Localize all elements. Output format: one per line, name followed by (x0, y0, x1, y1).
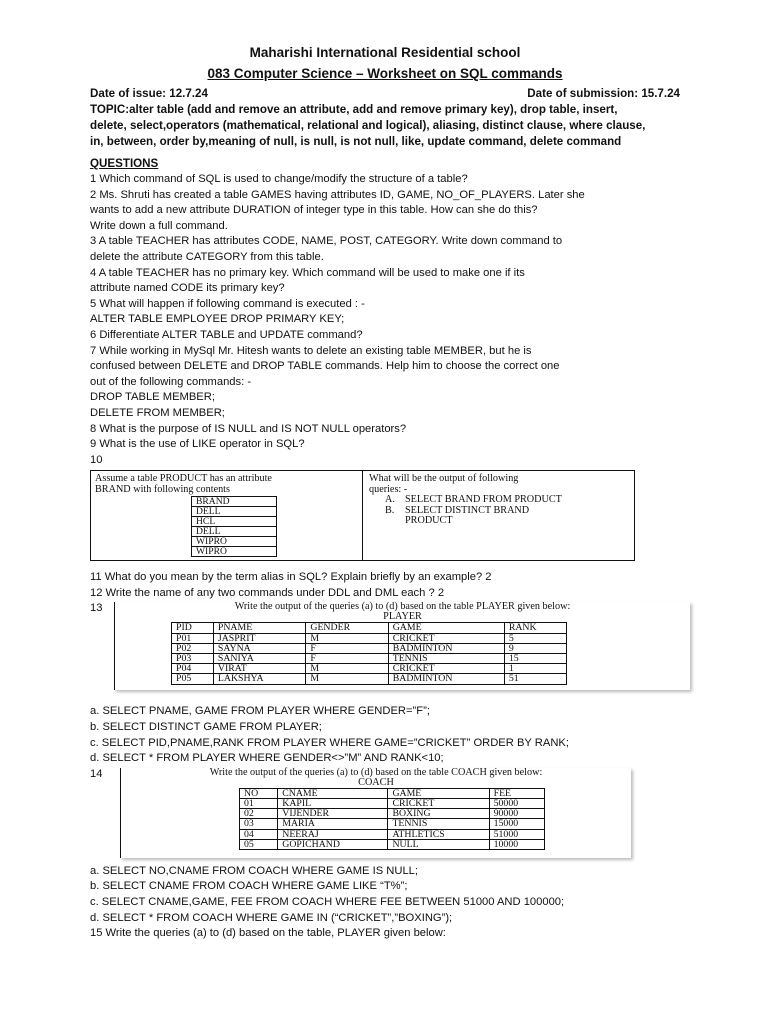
table-cell: SAYNA (213, 643, 305, 653)
table-cell: P02 (172, 643, 214, 653)
table-cell: 1 (504, 664, 566, 674)
table-row (192, 547, 277, 557)
table-row (240, 799, 545, 809)
table-cell: VIRAT (213, 664, 305, 674)
table-row (192, 497, 277, 507)
q10-left-text: Assume a table PRODUCT has an attribute (95, 473, 272, 485)
table-cell: DELL (192, 527, 277, 537)
option-text: PRODUCT (405, 515, 453, 527)
table-header: PNAME (213, 623, 305, 633)
table-cell: 15000 (489, 819, 544, 829)
question-line: DROP TABLE MEMBER; (90, 391, 215, 404)
query-line: b. SELECT CNAME FROM COACH WHERE GAME LIKE “T%”; (90, 880, 408, 893)
table-row (172, 633, 567, 643)
table-cell: MARIA (278, 819, 388, 829)
table-cell: GOPICHAND (278, 839, 388, 849)
table-cell: 51000 (489, 829, 544, 839)
q14-table-title: COACH (358, 776, 394, 788)
q10-right-text: What will be the output of following (369, 473, 519, 485)
topic-line: TOPIC:alter table (add and remove an attribute, add and remove primary key), drop table, insert, (90, 103, 618, 116)
table-cell: CRICKET (388, 633, 504, 643)
option-key-blank (385, 516, 405, 527)
table-cell: BADMINTON (388, 674, 504, 684)
topic-line: in, between, order by,meaning of null, is null, is not null, like, update command, delete command (90, 135, 622, 148)
question-line: 10 (90, 453, 103, 466)
table-cell: 03 (240, 819, 278, 829)
table-cell: M (306, 674, 388, 684)
school-name: Maharishi International Residential school (249, 45, 521, 60)
table-cell: 90000 (489, 809, 544, 819)
table-cell: P01 (172, 633, 214, 643)
question-12: 12 Write the name of any two commands under DDL and DML each ? 2 (90, 586, 445, 599)
table-row (240, 829, 545, 839)
table-cell: 50000 (489, 799, 544, 809)
table-row (192, 527, 277, 537)
question-number: 13 (90, 602, 103, 615)
question-line: 9 What is the use of LIKE operator in SQL? (90, 438, 305, 451)
q14-table-image (120, 768, 631, 858)
option-text: SELECT BRAND FROM PRODUCT (405, 494, 562, 506)
query-line: a. SELECT PNAME, GAME FROM PLAYER WHERE GENDER=”F”; (90, 705, 430, 718)
table-cell: WIPRO (192, 537, 277, 547)
question-line: out of the following commands: - (90, 375, 252, 388)
table-row (240, 809, 545, 819)
question-15: 15 Write the queries (a) to (d) based on the table, PLAYER given below: (90, 927, 446, 940)
table-cell: M (306, 633, 388, 643)
worksheet-page (90, 42, 680, 942)
question-line: DELETE FROM MEMBER; (90, 406, 225, 419)
q13-table-image (114, 602, 690, 690)
table-header: FEE (489, 788, 544, 798)
option-text: SELECT DISTINCT BRAND (405, 504, 530, 516)
question-number: 14 (90, 767, 103, 780)
dates-row (90, 85, 680, 102)
table-row (240, 839, 545, 849)
question-line: 3 A table TEACHER has attributes CODE, NAME, POST, CATEGORY. Write down command to (90, 235, 563, 248)
table-cell: LAKSHYA (213, 674, 305, 684)
query-line: c. SELECT CNAME,GAME, FEE FROM COACH WHERE FEE BETWEEN 51000 AND 100000; (90, 896, 565, 909)
table-header-row (172, 623, 567, 633)
table-cell: 10000 (489, 839, 544, 849)
date-of-submission: Date of submission: 15.7.24 (527, 87, 680, 100)
question-line: Write down a full command. (90, 219, 228, 232)
q13-block (90, 602, 680, 692)
table-cell: VIJENDER (278, 809, 388, 819)
query-line: d. SELECT * FROM PLAYER WHERE GENDER<>”M” AND RANK<10; (90, 752, 444, 765)
option-key: A. (385, 494, 395, 506)
q14-queries (90, 864, 680, 926)
brand-table (191, 496, 277, 557)
table-row (240, 819, 545, 829)
query-line: c. SELECT PID,PNAME,RANK FROM PLAYER WHERE GAME=”CRICKET” ORDER BY RANK; (90, 736, 569, 749)
q10-left-panel (91, 471, 363, 560)
table-cell: F (306, 643, 388, 653)
question-line: 8 What is the purpose of IS NULL and IS NOT NULL operators? (90, 422, 407, 435)
question-line: 1 Which command of SQL is used to change/modify the structure of a table? (90, 173, 468, 185)
table-cell: KAPIL (278, 799, 388, 809)
q13-queries (90, 704, 680, 766)
question-line: ALTER TABLE EMPLOYEE DROP PRIMARY KEY; (90, 313, 345, 326)
table-row (192, 507, 277, 517)
table-cell: NEERAJ (278, 829, 388, 839)
table-cell: ATHLETICS (388, 829, 489, 839)
date-of-issue: Date of issue: 12.7.24 (90, 87, 208, 100)
question-line: wants to add a new attribute DURATION of integer type in this table. How can she do this? (90, 204, 538, 217)
table-cell: 15 (504, 654, 566, 664)
q10-box (90, 470, 635, 561)
topic-block (90, 102, 680, 150)
table-cell: 5 (504, 633, 566, 643)
table-cell: TENNIS (388, 654, 504, 664)
table-row (172, 674, 567, 684)
question-line: delete the attribute CATEGORY from this table. (90, 250, 324, 263)
table-cell: TENNIS (388, 819, 489, 829)
table-header: GAME (388, 788, 489, 798)
table-cell: BRAND (192, 497, 277, 507)
table-cell: SANIYA (213, 654, 305, 664)
table-header: GAME (388, 623, 504, 633)
table-cell: NULL (388, 839, 489, 849)
question-line: 7 While working in MySql Mr. Hitesh wants to delete an existing table MEMBER, but he is (90, 344, 532, 357)
table-cell: 01 (240, 799, 278, 809)
question-line: confused between DELETE and DROP TABLE commands. Help him to choose the correct one (90, 360, 560, 373)
question-line: 5 What will happen if following command is executed : - (90, 297, 365, 310)
q10-left-text: BRAND with following contents (95, 483, 230, 495)
table-cell: P05 (172, 674, 214, 684)
query-line: a. SELECT NO,CNAME FROM COACH WHERE GAME IS NULL; (90, 864, 419, 877)
table-cell: JASPRIT (213, 633, 305, 643)
q10-right-text: queries: - (369, 483, 408, 495)
player-table (171, 622, 567, 684)
table-cell: P04 (172, 664, 214, 674)
table-header: CNAME (278, 788, 388, 798)
table-header: GENDER (306, 623, 388, 633)
table-cell: CRICKET (388, 664, 504, 674)
question-line: 4 A table TEACHER has no primary key. Which command will be used to make one if its (90, 266, 525, 279)
query-line: b. SELECT DISTINCT GAME FROM PLAYER; (90, 721, 322, 734)
table-cell: P03 (172, 654, 214, 664)
table-cell: HCL (192, 517, 277, 527)
table-cell: BOXING (388, 809, 489, 819)
question-11: 11 What do you mean by the term alias in SQL? Explain briefly by an example? 2 (90, 571, 492, 584)
table-row (192, 517, 277, 527)
table-cell: 05 (240, 839, 278, 849)
q14-caption: Write the output of the queries (a) to (d) based on the table COACH given below: (209, 766, 543, 778)
table-cell: WIPRO (192, 547, 277, 557)
option-key: B. (385, 504, 395, 516)
question-line: 6 Differentiate ALTER TABLE and UPDATE command? (90, 328, 363, 341)
table-cell: 51 (504, 674, 566, 684)
questions-heading: QUESTIONS (90, 157, 159, 170)
table-header: PID (172, 623, 214, 633)
question-line: attribute named CODE its primary key? (90, 282, 285, 295)
query-line: d. SELECT * FROM COACH WHERE GAME IN (“CRICKET”,”BOXING”); (90, 911, 453, 924)
table-cell: BADMINTON (388, 643, 504, 653)
table-header-row (240, 788, 545, 798)
q13-table-title: PLAYER (383, 611, 422, 623)
q14-block (90, 768, 680, 860)
q10-right-panel (363, 471, 634, 560)
table-row (172, 654, 567, 664)
table-cell: 04 (240, 829, 278, 839)
q10-option-b-cont (369, 516, 628, 527)
table-row (172, 643, 567, 653)
table-cell: 02 (240, 809, 278, 819)
topic-line: delete, select,operators (mathematical, relational and logical), aliasing, distinct clause, where clause, (90, 119, 646, 132)
table-header: NO (240, 788, 278, 798)
table-row (192, 537, 277, 547)
table-header: RANK (504, 623, 566, 633)
table-cell: CRICKET (388, 799, 489, 809)
worksheet-title: 083 Computer Science – Worksheet on SQL commands (207, 66, 563, 81)
q13-caption: Write the output of the queries (a) to (d) based on the table PLAYER given below: (234, 601, 571, 613)
coach-table (239, 788, 545, 850)
table-cell: M (306, 664, 388, 674)
questions-list (90, 172, 680, 468)
table-cell: F (306, 654, 388, 664)
table-row (172, 664, 567, 674)
table-cell: 9 (504, 643, 566, 653)
table-cell: DELL (192, 507, 277, 517)
question-line: 2 Ms. Shruti has created a table GAMES having attributes ID, GAME, NO_OF_PLAYERS. Later she (90, 188, 585, 201)
